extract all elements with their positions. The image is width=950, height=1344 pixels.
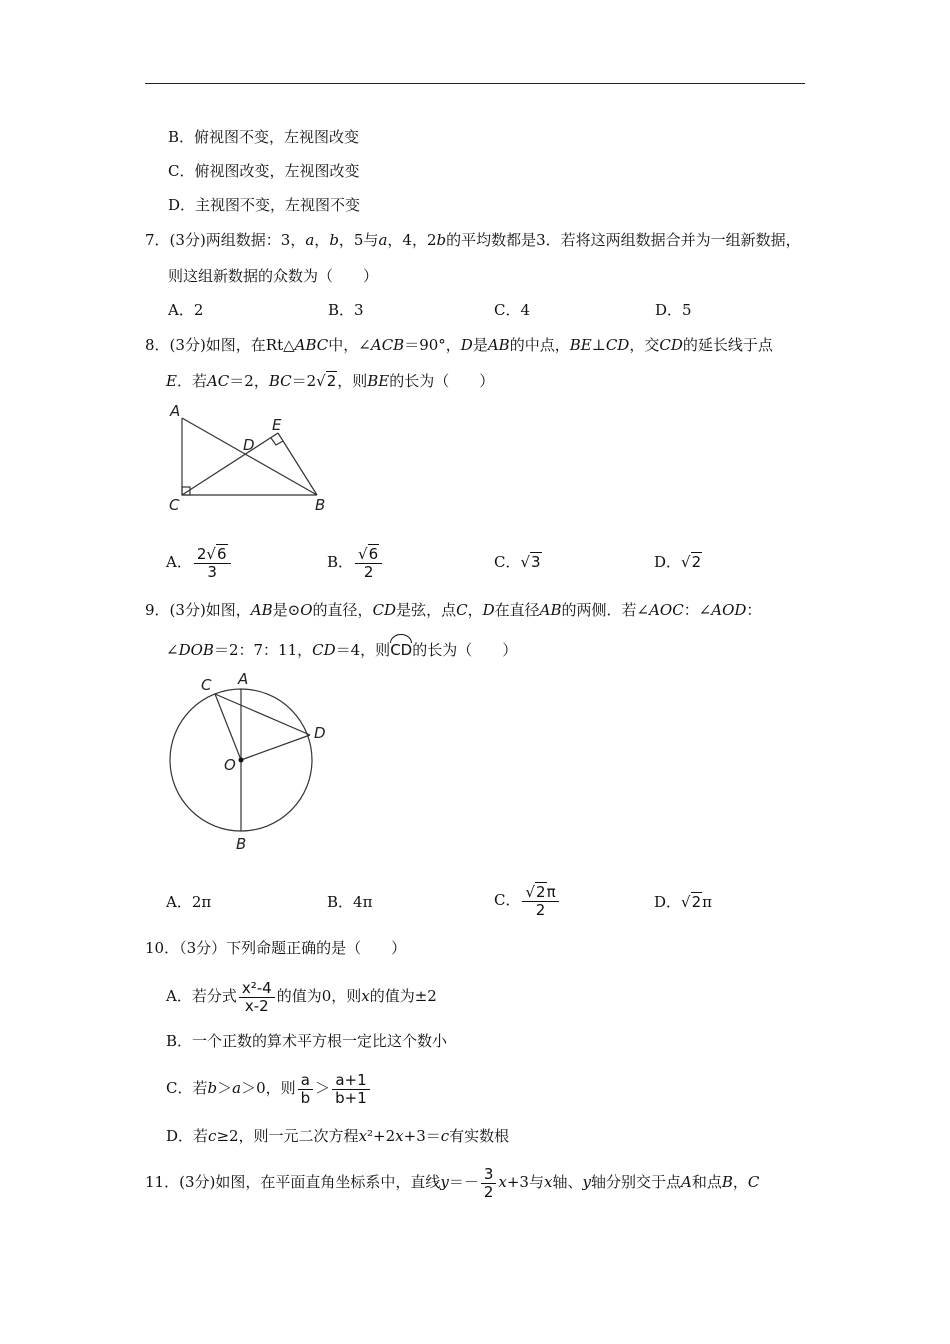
label-d: D <box>243 436 255 454</box>
q10-option-c: C．若b＞a＞0，则 $\frac{a}{b}$ ＞ $\frac{a+1}{b+1}$ <box>166 1066 372 1110</box>
q8-stem-line2: E．若AC＝2，BC＝2√2，则BE的长为（ ） <box>166 372 495 390</box>
q7-stem: 7．(3分)两组数据：3，a，b，5与a，4，2b的平均数都是3．若将这两组数据合并为一组新数据， <box>145 231 801 249</box>
q9-stem-line2: ∠DOB＝2：7：11，CD＝4，则CD的长为（ ） <box>166 636 517 660</box>
label-a: A <box>170 402 181 420</box>
segment-ab <box>182 418 317 495</box>
q10-option-a: A．若分式 $\frac{\text{x²-4}}{x-2}$ 的值为0，则x的值为±2 <box>166 978 437 1015</box>
label-c: C <box>201 676 212 694</box>
segment-eb <box>278 433 317 495</box>
q8-option-b: B． $\frac{√6}{2}$ <box>327 540 384 584</box>
q9-circle-figure <box>160 665 340 855</box>
q9-option-b: B．4π <box>327 893 373 911</box>
label-c: C <box>169 496 180 514</box>
sqrt-2: √2 <box>316 372 337 390</box>
q6-option-c: C．俯视图改变，左视图改变 <box>168 162 360 180</box>
q8-option-c: C．√3 <box>494 553 541 571</box>
q8-option-a: A． $\frac{2√6}{3}$ <box>166 540 233 584</box>
q10-stem: 10．（3分）下列命题正确的是（ ） <box>145 939 407 957</box>
label-b: B <box>236 835 247 853</box>
label-o: O <box>224 756 236 774</box>
q9-option-d: D．√2π <box>654 893 712 911</box>
q10-option-b: B．一个正数的算术平方根一定比这个数小 <box>166 1032 448 1050</box>
header-rule <box>145 83 805 84</box>
q7-stem-line2: 则这组新数据的众数为（ ） <box>168 267 379 285</box>
q6-option-b: B．俯视图不变，左视图改变 <box>168 128 360 146</box>
q7-option-d: D．5 <box>655 301 692 319</box>
q7-option-b: B．3 <box>328 301 364 319</box>
q9-stem: 9．(3分)如图，AB是⊙O的直径，CD是弦，点C，D在直径AB的两侧．若∠AOC：∠AOD： <box>145 601 762 619</box>
segment-od <box>241 735 310 760</box>
q6-option-d: D．主视图不变，左视图不变 <box>168 196 361 214</box>
label-d: D <box>314 724 326 742</box>
q11-stem: 11．(3分)如图，在平面直角坐标系中，直线y＝－ $\frac{3}{2}$ x+3与x轴、y轴分别交于点A和点B，C <box>145 1164 760 1201</box>
q8-stem: 8．(3分)如图，在Rt△ABC中，∠ACB＝90°，D是AB的中点，BE⊥CD，交CD的延长线于点 <box>145 336 773 354</box>
q7-option-a: A．2 <box>168 301 204 319</box>
q8-option-d: D．√2 <box>654 553 702 571</box>
q10-option-d: D．若c≥2，则一元二次方程x²+2x+3＝c有实数根 <box>166 1127 510 1145</box>
label-e: E <box>272 416 282 434</box>
label-a: A <box>238 670 249 688</box>
q9-option-c: C． $\frac{√2\pi}{2}$ <box>494 878 561 922</box>
q8-triangle-figure <box>165 400 335 515</box>
q7-option-c: C．4 <box>494 301 531 319</box>
arc-cd: CD <box>390 636 412 660</box>
label-b: B <box>315 496 326 514</box>
q9-option-a: A．2π <box>166 893 212 911</box>
center-point-o <box>239 758 244 763</box>
